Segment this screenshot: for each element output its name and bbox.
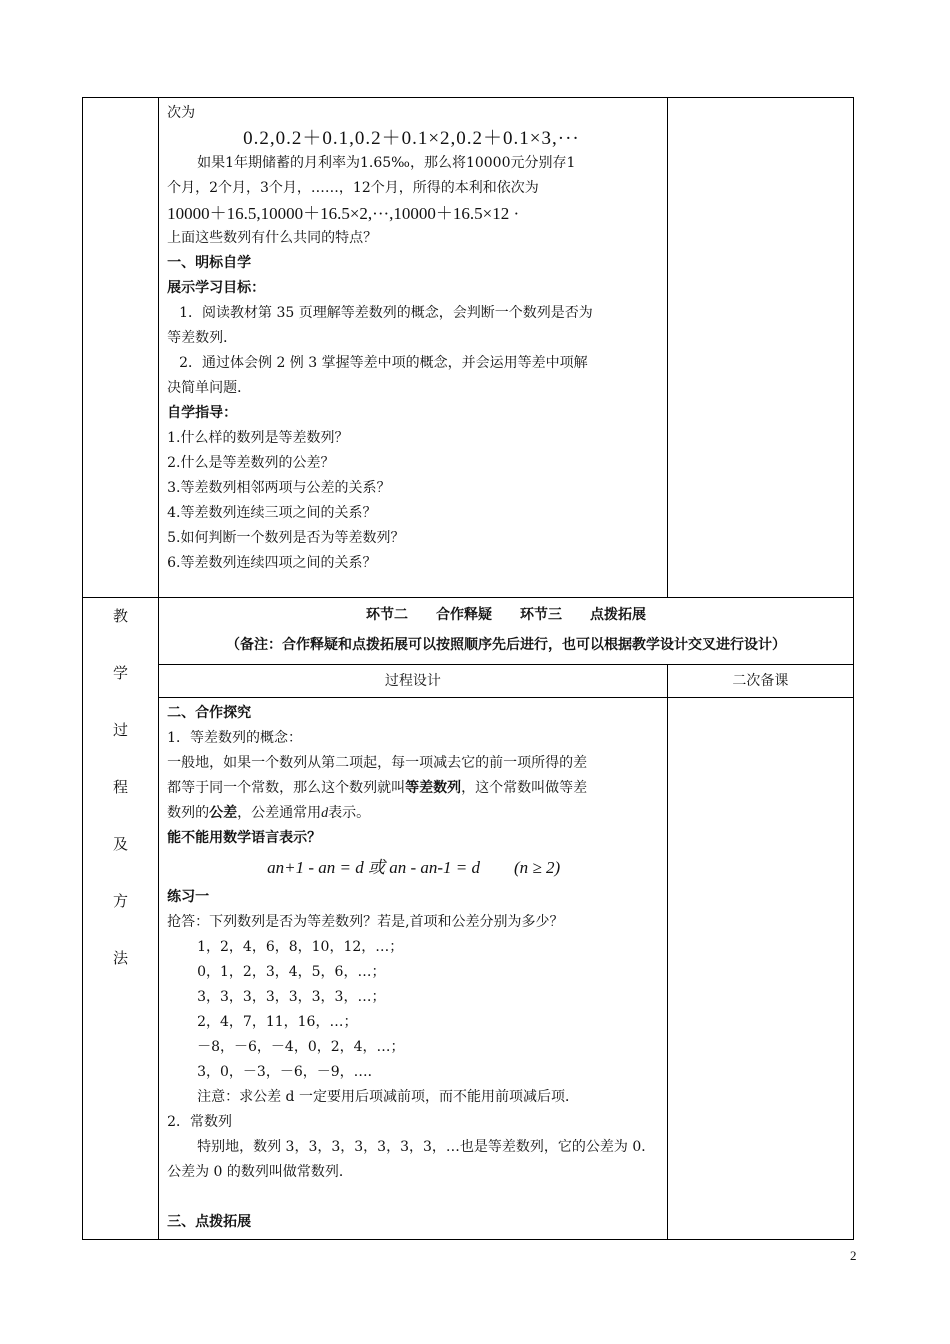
sequence-formula: 0.2,0.2＋0.1,0.2＋0.1×2,0.2＋0.1×3,··· xyxy=(243,128,580,149)
guide-question: 5.如何判断一个数列是否为等差数列？ xyxy=(167,530,405,546)
constant-text: 特别地，数列 3，3，3，3，3，3，3，…也是等差数列，它的公差为 0． xyxy=(197,1139,656,1155)
bottom-notes-cell xyxy=(667,698,853,1240)
sequence-item: 3，0，－3，－6，－9，…． xyxy=(197,1064,382,1080)
top-row xyxy=(83,98,854,598)
note-text: 注意：求公差 d 一定要用后项减前项，而不能用前项减后项． xyxy=(197,1089,579,1105)
concept-text: 一般地，如果一个数列从第二项起，每一项减去它的前一项所得的差 xyxy=(167,755,588,771)
bottom-row xyxy=(83,698,854,1240)
page-number: 2 xyxy=(850,1248,857,1263)
sequence-item: －8，－6，－4，0，2，4，…； xyxy=(197,1039,405,1055)
text-line: 如果1年期储蓄的月利率为1.65‰，那么将10000元分别存1 xyxy=(197,155,576,171)
term-bold: 等差数列 xyxy=(405,780,462,796)
text-line: 上面这些数列有什么共同的特点？ xyxy=(167,230,378,246)
text-line: 次为 xyxy=(167,105,196,121)
subsection-title: 2．常数列 xyxy=(167,1114,233,1130)
side-char: 方 xyxy=(113,892,129,910)
section-heading: 三、点拨拓展 xyxy=(167,1214,252,1230)
sequence-formula: 10000＋16.5,10000＋16.5×2,···,10000＋16.5×12 · xyxy=(167,204,520,223)
side-label-cell xyxy=(83,598,159,1240)
guide-question: 3.等差数列相邻两项与公差的关系？ xyxy=(167,480,391,496)
section-header-cell xyxy=(159,598,854,665)
process-design-header: 过程设计 xyxy=(159,665,668,698)
text-span: ，公差通常用 xyxy=(237,805,322,821)
side-char: 教 xyxy=(113,607,129,625)
top-content-cell xyxy=(159,98,668,598)
goal-text: 等差数列． xyxy=(167,330,238,346)
sequence-item: 0，1，2，3，4，5，6，…； xyxy=(197,964,386,980)
definition-formula: an+1 - an = d 或 an - an-1 = d (n ≥ 2) xyxy=(267,858,561,877)
text-span: ，这个常数叫做等差 xyxy=(461,780,588,796)
text-span: 数列的 xyxy=(167,805,210,821)
goal-text: 2．通过体会例 2 例 3 掌握等差中项的概念，并会运用等差中项解 xyxy=(179,355,588,371)
sequence-item: 2，4，7，11，16，…； xyxy=(197,1014,358,1030)
side-char: 过 xyxy=(113,721,129,739)
section-header-row xyxy=(83,598,854,665)
section-title: 环节二 合作释疑 环节三 点拨拓展 xyxy=(366,607,647,623)
text-line: 个月，2个月，3个月，……，12个月，所得的本利和依次为 xyxy=(167,180,539,196)
second-prep-header: 二次备课 xyxy=(667,665,853,698)
variable-d: d xyxy=(321,806,329,821)
guide-question: 2.什么是等差数列的公差？ xyxy=(167,455,335,471)
exercise-prompt: 抢答：下列数列是否为等差数列？若是,首项和公差分别为多少？ xyxy=(167,914,564,930)
text-span: 表示。 xyxy=(328,805,371,821)
subheader-row xyxy=(83,665,854,698)
section-heading: 展示学习目标： xyxy=(167,280,266,296)
concept-title: 1．等差数列的概念： xyxy=(167,730,303,746)
guide-question: 6.等差数列连续四项之间的关系？ xyxy=(167,555,377,571)
guide-question: 1.什么样的数列是等差数列？ xyxy=(167,430,349,446)
concept-text xyxy=(167,776,661,801)
top-notes-cell xyxy=(667,98,853,598)
constant-text: 公差为 0 的数列叫做常数列． xyxy=(167,1164,353,1180)
blank-line xyxy=(167,1185,661,1210)
lesson-plan-table xyxy=(82,97,854,1240)
side-char: 法 xyxy=(113,949,129,967)
section-remark: （备注：合作释疑和点拨拓展可以按照顺序先后进行，也可以根据教学设计交叉进行设计） xyxy=(226,637,787,653)
question-heading: 能不能用数学语言表示？ xyxy=(167,830,322,846)
goal-text: 决简单问题． xyxy=(167,380,252,396)
side-label xyxy=(83,598,158,1003)
sequence-item: 1，2，4，6，8，10，12，…； xyxy=(197,939,404,955)
concept-text xyxy=(167,801,661,826)
side-char: 及 xyxy=(113,835,129,853)
side-char: 学 xyxy=(113,664,129,682)
top-side-cell xyxy=(83,98,159,598)
sequence-item: 3，3，3，3，3，3，3，…； xyxy=(197,989,386,1005)
term-bold: 公差 xyxy=(209,805,238,821)
section-heading: 一、明标自学 xyxy=(167,255,252,271)
goal-text: 1．阅读教材第 35 页理解等差数列的概念，会判断一个数列是否为 xyxy=(179,305,593,321)
bottom-content-cell xyxy=(159,698,668,1240)
text-span: 都等于同一个常数，那么这个数列就叫 xyxy=(167,780,406,796)
side-char: 程 xyxy=(113,778,129,796)
section-heading: 自学指导： xyxy=(167,405,238,421)
guide-question: 4.等差数列连续三项之间的关系？ xyxy=(167,505,377,521)
section-heading: 二、合作探究 xyxy=(167,705,252,721)
exercise-heading: 练习一 xyxy=(167,889,210,905)
